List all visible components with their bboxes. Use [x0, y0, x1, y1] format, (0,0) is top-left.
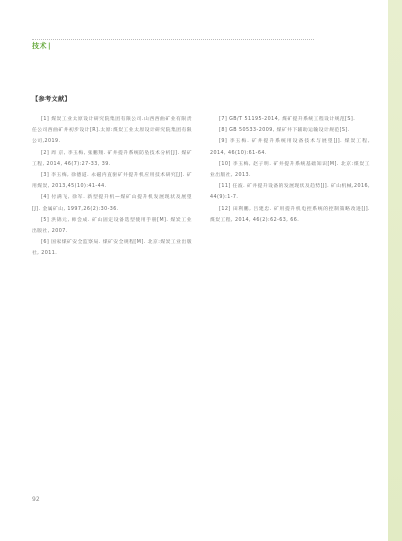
reference-item-5: [5] 洪锦元, 师会成. 矿山固定设备选型使用手册[M]. 煤炭工业出版社, 2007.	[32, 217, 192, 235]
reference-item-11: [11] 任波. 矿井提升设备的发展现状及趋势[J]. 矿山机械,2016, 44(9):1-7.	[210, 184, 370, 201]
reference-item-1: [1] 煤炭工业太原设计研究院集团有限公司.山西西曲矿业有限责任公司西曲矿井初步设计[R].太原:煤炭工业太原设计研究院集团有限公司,2019.	[32, 117, 192, 145]
reference-item-10: [10] 李玉梅, 赵子明. 矿井提升系统基础知识[M]. 北京:煤炭工业出版社, 2013.	[210, 161, 370, 179]
reference-item-12: [12] 田利鹏, 吕建忠. 矿用提升机电控系统的控制策略改进[J]. 煤炭工程, 2014, 46(2):62-63, 66.	[210, 206, 370, 223]
reference-item-2: [2] 周 京, 李玉梅, 张鹏翔. 矿井提升系统防坠技术分析[J]. 煤矿工程, 2014, 46(7):27-33, 39.	[32, 150, 192, 167]
section-label	[32, 41, 51, 51]
reference-item-4: [4] 付满飞, 徐军. 新型提升机—煤矿山提升机发展现状及展望[J]. 金属矿山, 1997,26(2):30-36.	[32, 195, 192, 212]
section-label-bar: |	[48, 42, 52, 50]
reference-item-7: [7] GB/T 51195-2014, 煤矿提升系统工程设计规范[S].	[219, 117, 356, 122]
references-column-right	[210, 114, 370, 226]
reference-item-9: [9] 李玉梅. 矿井提升系统用设备技术与展望[J]. 煤炭工程, 2014, 46(10):61-64.	[210, 139, 370, 156]
section-label-text: 技术	[32, 42, 47, 50]
reference-item-3: [3] 李玉梅, 徐德道. 永磁内直驱矿井提升机应用技术研究[J]. 矿用煤炭, 2013,45(10):41-44.	[32, 173, 192, 190]
header-divider	[32, 39, 314, 40]
page-number: 92	[32, 496, 40, 503]
reference-item-6: [6] 国家煤矿安全监察局. 煤矿安全规程[M]. 北京:煤炭工业出版社, 2011.	[32, 240, 192, 257]
side-color-strip	[388, 0, 402, 541]
references-title: 【参考文献】	[32, 96, 71, 103]
reference-item-8: [8] GB 50533-2009, 煤矿井下辅助运输设计规范[S].	[219, 128, 350, 134]
references-column-left	[32, 114, 192, 260]
